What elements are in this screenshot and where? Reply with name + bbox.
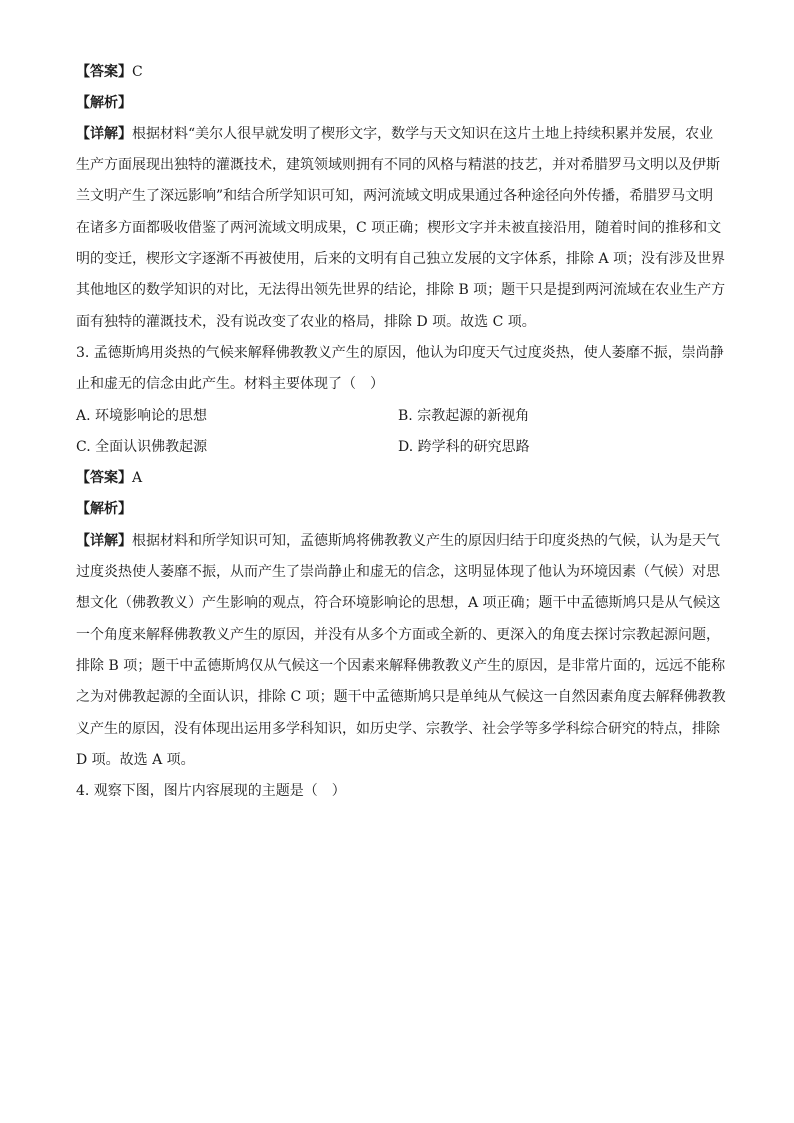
detail-line-3-3: 一个角度来解释佛教教义产生的原因，并没有从多个方面或全新的、更深入的角度去探讨宗教起源问题， [76,627,720,643]
question-4-stem: 4. 观察下图，图片内容展现的主题是（ ） [76,783,346,799]
option-a: A. 环境影响论的思想 [76,408,208,424]
answer-tag: 【答案】 [76,64,132,80]
analysis-tag: 【解析】 [76,501,132,517]
detail-line-3-7: D 项。故选 A 项。 [76,752,195,768]
detail-line-3-0 [76,531,720,551]
question-3-stem-0: 3. 孟德斯鸠用炎热的气候来解释佛教教义产生的原因，他认为印度天气过度炎热，使人萎靡不振，崇尚静 [76,345,724,361]
detail-line-1-5: 其他地区的数学知识的对比，无法得出领先世界的结论，排除 B 项；题干只是提到两河流域在农业生产方 [76,282,726,298]
answer-line-3 [76,468,142,488]
answer-tag: 【答案】 [76,470,132,486]
detail-text: 根据材料和所学知识可知，孟德斯鸠将佛教教义产生的原因归结于印度炎热的气候，认为是天气 [132,533,720,549]
detail-line-3-2: 想文化（佛教教义）产生影响的观点，符合环境影响论的思想，A 项正确；题干中孟德斯鸠只是从气候这 [76,595,721,611]
option-c: C. 全面认识佛教起源 [76,439,208,455]
detail-text: 根据材料“美尔人很早就发明了楔形文字，数学与天文知识在这片土地上持续积累并发展，农业 [132,126,714,142]
question-3-stem-1: 止和虚无的信念由此产生。材料主要体现了（ ） [76,376,384,392]
analysis-tag: 【解析】 [76,95,132,111]
detail-line-1-2: 兰文明产生了深远影响”和结合所学知识可知，两河流域文明成果通过各种途径向外传播，希腊罗马文明 [76,188,714,204]
answer-line-1 [76,62,143,82]
detail-tag: 【详解】 [76,533,132,549]
analysis-tag-1 [76,93,132,113]
detail-line-3-1: 过度炎热使人萎靡不振，从而产生了崇尚静止和虚无的信念，这明显体现了他认为环境因素（气候）对思 [76,564,720,580]
detail-line-1-3: 在诸多方面都吸收借鉴了两河流域文明成果，C 项正确；楔形文字并未被直接沿用，随着时间的推移和文 [76,220,722,236]
detail-line-1-1: 生产方面展现出独特的灌溉技术，建筑领域则拥有不同的风格与精湛的技艺，并对希腊罗马文明以及伊斯 [76,157,720,173]
detail-line-3-4: 排除 B 项；题干中孟德斯鸠仅从气候这一个因素来解释佛教教义产生的原因，是非常片面的，远远不能称 [76,658,726,674]
detail-line-1-4: 明的变迁，楔形文字逐渐不再被使用，后来的文明有自己独立发展的文字体系，排除 A 项；没有涉及世界 [76,251,726,267]
option-b: B. 宗教起源的新视角 [398,408,530,424]
option-d: D. 跨学科的研究思路 [398,439,530,455]
detail-tag: 【详解】 [76,126,132,142]
detail-line-1-6: 面有独特的灌溉技术，没有说改变了农业的格局，排除 D 项。故选 C 项。 [76,314,536,330]
detail-line-1-0 [76,124,713,144]
detail-line-3-5: 之为对佛教起源的全面认识，排除 C 项；题干中孟德斯鸠只是单纯从气候这一自然因素角度去解释佛教教 [76,689,726,705]
answer-value: C [132,64,143,80]
answer-value: A [132,470,143,486]
detail-line-3-6: 义产生的原因，没有体现出运用多学科知识，如历史学、宗教学、社会学等多学科综合研究的特点，排除 [76,721,720,737]
analysis-tag-3 [76,499,132,519]
